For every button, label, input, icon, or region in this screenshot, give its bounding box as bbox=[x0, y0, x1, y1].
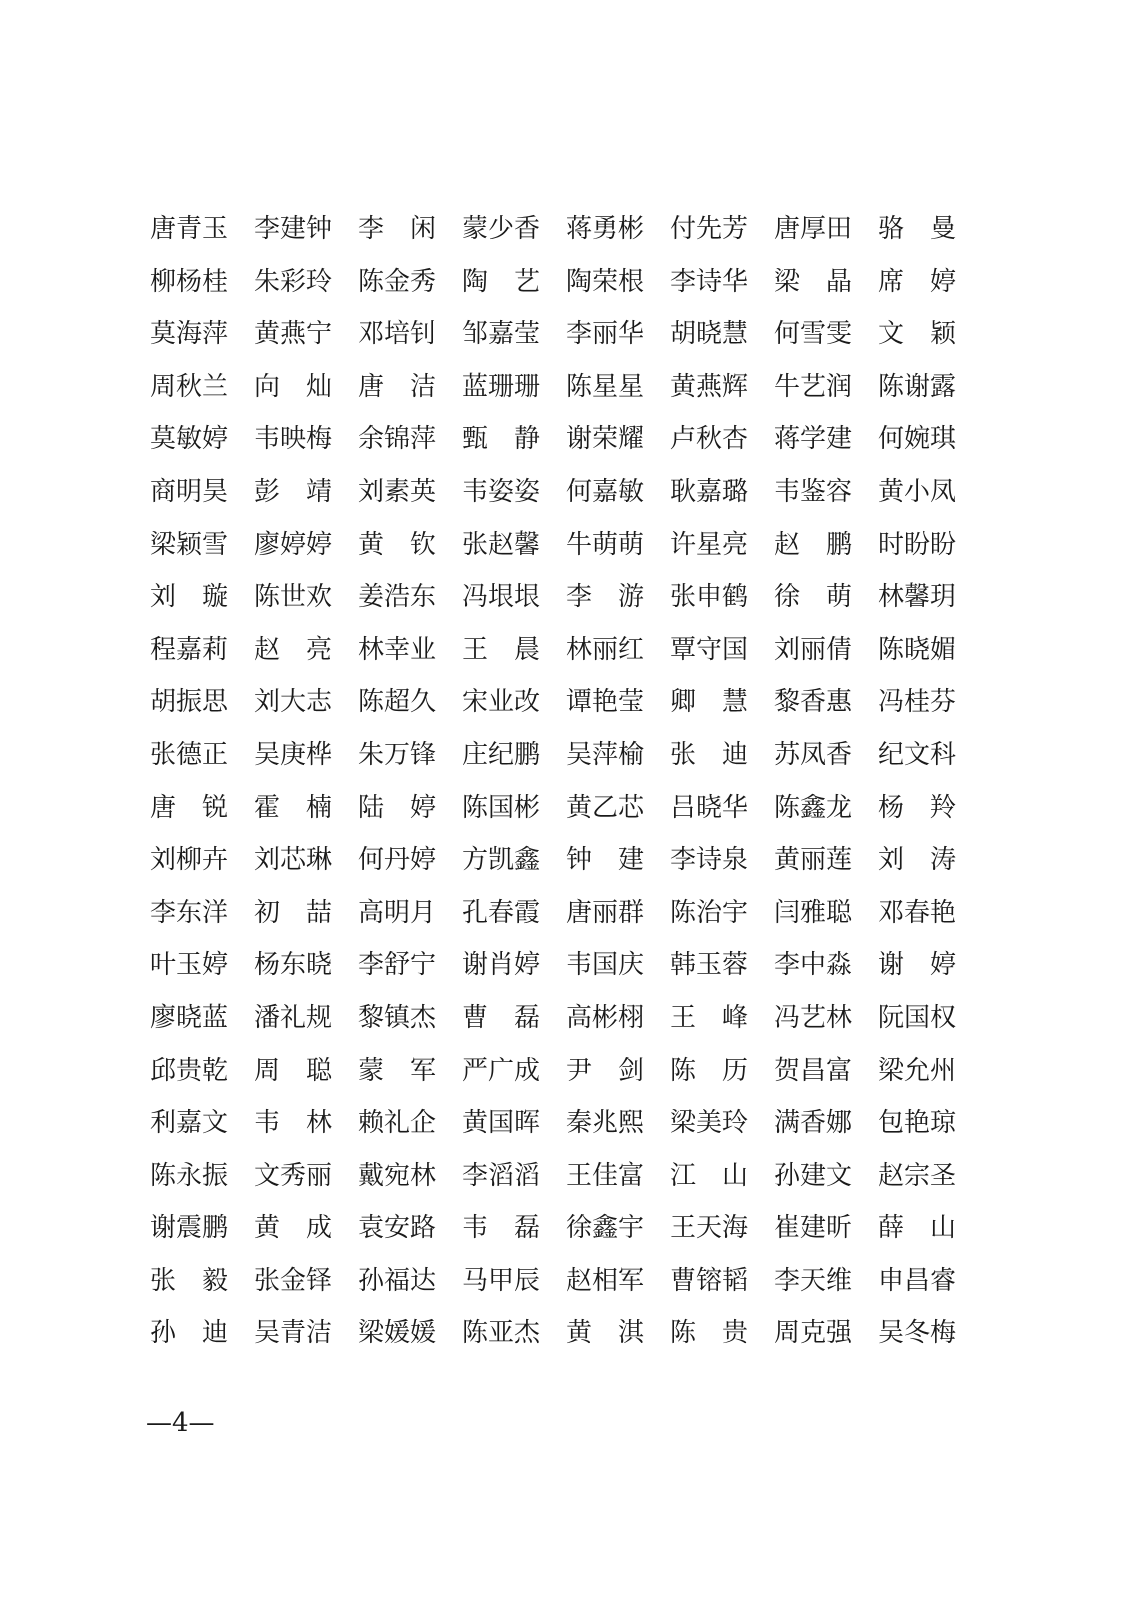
person-name: 陶 艺 bbox=[462, 266, 540, 297]
person-name: 莫敏婷 bbox=[150, 424, 229, 455]
person-name: 冯桂芬 bbox=[878, 687, 957, 718]
person-name: 梁 晶 bbox=[774, 266, 852, 297]
person-name: 李东洋 bbox=[150, 897, 229, 928]
person-name: 孔春霞 bbox=[462, 897, 541, 928]
person-name: 谢荣耀 bbox=[566, 424, 645, 455]
person-name: 冯艺林 bbox=[774, 1002, 853, 1033]
person-name: 初 喆 bbox=[254, 897, 332, 928]
person-name: 程嘉莉 bbox=[150, 634, 229, 665]
person-name: 李天维 bbox=[774, 1265, 853, 1296]
person-name: 牛萌萌 bbox=[566, 529, 645, 560]
person-name: 席 婷 bbox=[878, 266, 956, 297]
person-name: 江 山 bbox=[670, 1160, 748, 1191]
person-name: 陈国彬 bbox=[462, 792, 541, 823]
person-name: 向 灿 bbox=[254, 371, 332, 402]
person-name: 邓春艳 bbox=[878, 897, 957, 928]
person-name: 张德正 bbox=[150, 739, 229, 770]
person-name: 纪文科 bbox=[878, 739, 957, 770]
person-name: 蒋学建 bbox=[774, 424, 853, 455]
person-name: 林馨玥 bbox=[878, 582, 957, 613]
person-name: 赵相军 bbox=[566, 1265, 645, 1296]
person-name: 杨 羚 bbox=[878, 792, 956, 823]
person-name: 张 迪 bbox=[670, 739, 748, 770]
person-name: 韦国庆 bbox=[566, 950, 645, 981]
person-name: 蒙 军 bbox=[358, 1055, 436, 1086]
person-name: 刘大志 bbox=[254, 687, 333, 718]
person-name: 闫雅聪 bbox=[774, 897, 853, 928]
person-name: 宋业改 bbox=[462, 687, 541, 718]
person-name: 陈超久 bbox=[358, 687, 437, 718]
person-name: 莫海萍 bbox=[150, 319, 229, 350]
person-name: 李建钟 bbox=[254, 214, 333, 244]
person-name: 黎香惠 bbox=[774, 687, 853, 718]
name-list bbox=[150, 206, 962, 1363]
person-name: 李诗华 bbox=[670, 266, 749, 297]
person-name: 陈星星 bbox=[566, 371, 645, 402]
person-name: 刘芯琳 bbox=[254, 845, 333, 876]
person-name: 李诗泉 bbox=[670, 845, 749, 876]
person-name: 许星亮 bbox=[670, 529, 749, 560]
person-name: 梁媛媛 bbox=[358, 1318, 437, 1349]
person-name: 骆 曼 bbox=[878, 214, 956, 244]
person-name: 吴萍榆 bbox=[566, 739, 645, 770]
person-name: 唐 锐 bbox=[150, 792, 228, 823]
person-name: 刘柳卉 bbox=[150, 845, 229, 876]
person-name: 彭 靖 bbox=[254, 476, 332, 507]
person-name: 文秀丽 bbox=[254, 1160, 333, 1191]
person-name: 甄 静 bbox=[462, 424, 540, 455]
person-name: 林幸业 bbox=[358, 634, 437, 665]
person-name: 曹镕韬 bbox=[670, 1265, 749, 1296]
person-name: 庄纪鹏 bbox=[462, 739, 541, 770]
person-name: 韩玉蓉 bbox=[670, 950, 749, 981]
person-name: 唐 洁 bbox=[358, 371, 436, 402]
person-name: 覃守国 bbox=[670, 634, 749, 665]
person-name: 何雪雯 bbox=[774, 319, 853, 350]
person-name: 卢秋杏 bbox=[670, 424, 749, 455]
person-name: 梁允州 bbox=[878, 1055, 957, 1086]
person-name: 贺昌富 bbox=[774, 1055, 853, 1086]
person-name: 陈 贵 bbox=[670, 1318, 748, 1349]
person-name: 方凯鑫 bbox=[462, 845, 541, 876]
person-name: 谢肖婷 bbox=[462, 950, 541, 981]
person-name: 陈世欢 bbox=[254, 582, 333, 613]
person-name: 曹 磊 bbox=[462, 1002, 540, 1033]
person-name: 薛 山 bbox=[878, 1213, 956, 1244]
person-name: 马甲辰 bbox=[462, 1265, 541, 1296]
person-name: 叶玉婷 bbox=[150, 950, 229, 981]
person-name: 李丽华 bbox=[566, 319, 645, 350]
person-name: 钟 建 bbox=[566, 845, 644, 876]
person-name: 张申鹤 bbox=[670, 582, 749, 613]
person-name: 申昌睿 bbox=[878, 1265, 957, 1296]
person-name: 赵 鹏 bbox=[774, 529, 852, 560]
person-name: 陈永振 bbox=[150, 1160, 229, 1191]
person-name: 阮国权 bbox=[878, 1002, 957, 1033]
person-name: 张金铎 bbox=[254, 1265, 333, 1296]
person-name: 刘丽倩 bbox=[774, 634, 853, 665]
person-name: 刘 涛 bbox=[878, 845, 956, 876]
person-name: 满香娜 bbox=[774, 1108, 853, 1139]
person-name: 吴庚桦 bbox=[254, 739, 333, 770]
person-name: 耿嘉璐 bbox=[670, 476, 749, 507]
person-name: 周克强 bbox=[774, 1318, 853, 1349]
person-name: 卿 慧 bbox=[670, 687, 748, 718]
person-name: 唐厚田 bbox=[774, 214, 853, 244]
person-name: 黄 成 bbox=[254, 1213, 332, 1244]
person-name: 孙建文 bbox=[774, 1160, 853, 1191]
person-name: 邱贵乾 bbox=[150, 1055, 229, 1086]
person-name: 李舒宁 bbox=[358, 950, 437, 981]
person-name: 赵 亮 bbox=[254, 634, 332, 665]
person-name: 韦姿姿 bbox=[462, 476, 541, 507]
person-name: 柳杨桂 bbox=[150, 266, 229, 297]
person-name: 黄国晖 bbox=[462, 1108, 541, 1139]
person-name: 张 毅 bbox=[150, 1265, 228, 1296]
person-name: 陈晓媚 bbox=[878, 634, 957, 665]
person-name: 蒙少香 bbox=[462, 214, 541, 244]
person-name: 孙福达 bbox=[358, 1265, 437, 1296]
person-name: 吕晓华 bbox=[670, 792, 749, 823]
person-name: 唐青玉 bbox=[150, 214, 229, 244]
person-name: 唐丽群 bbox=[566, 897, 645, 928]
person-name: 徐鑫宇 bbox=[566, 1213, 645, 1244]
person-name: 袁安路 bbox=[358, 1213, 437, 1244]
person-name: 姜浩东 bbox=[358, 582, 437, 613]
person-name: 周 聪 bbox=[254, 1055, 332, 1086]
person-name: 黄 钦 bbox=[358, 529, 436, 560]
person-name: 黄小凤 bbox=[878, 476, 957, 507]
person-name: 利嘉文 bbox=[150, 1108, 229, 1139]
person-name: 尹 剑 bbox=[566, 1055, 644, 1086]
person-name: 黄丽莲 bbox=[774, 845, 853, 876]
person-name: 王佳富 bbox=[566, 1160, 645, 1191]
person-name: 何丹婷 bbox=[358, 845, 437, 876]
person-name: 陶荣根 bbox=[566, 266, 645, 297]
person-name: 黎镇杰 bbox=[358, 1002, 437, 1033]
person-name: 陈亚杰 bbox=[462, 1318, 541, 1349]
person-name: 文 颖 bbox=[878, 319, 956, 350]
person-name: 李 闲 bbox=[358, 214, 436, 244]
person-name: 蒋勇彬 bbox=[566, 214, 645, 244]
person-name: 谭艳莹 bbox=[566, 687, 645, 718]
person-name: 张赵馨 bbox=[462, 529, 541, 560]
person-name: 付先芳 bbox=[670, 214, 749, 244]
person-name: 何嘉敏 bbox=[566, 476, 645, 507]
person-name: 何婉琪 bbox=[878, 424, 957, 455]
person-name: 梁美玲 bbox=[670, 1108, 749, 1139]
person-name: 韦 林 bbox=[254, 1108, 332, 1139]
person-name: 崔建昕 bbox=[774, 1213, 853, 1244]
person-name: 李中淼 bbox=[774, 950, 853, 981]
person-name: 秦兆熙 bbox=[566, 1108, 645, 1139]
person-name: 韦鉴容 bbox=[774, 476, 853, 507]
person-name: 黄燕宁 bbox=[254, 319, 333, 350]
person-name: 黄燕辉 bbox=[670, 371, 749, 402]
person-name: 周秋兰 bbox=[150, 371, 229, 402]
person-name: 黄乙芯 bbox=[566, 792, 645, 823]
person-name: 陈谢露 bbox=[878, 371, 957, 402]
person-name: 徐 萌 bbox=[774, 582, 852, 613]
person-name: 梁颖雪 bbox=[150, 529, 229, 560]
person-name: 孙 迪 bbox=[150, 1318, 228, 1349]
person-name: 严广成 bbox=[462, 1055, 541, 1086]
person-name: 霍 楠 bbox=[254, 792, 332, 823]
person-name: 谢震鹏 bbox=[150, 1213, 229, 1244]
person-name: 余锦萍 bbox=[358, 424, 437, 455]
person-name: 王 峰 bbox=[670, 1002, 748, 1033]
person-name: 赵宗圣 bbox=[878, 1160, 957, 1191]
person-name: 黄 淇 bbox=[566, 1318, 644, 1349]
person-name: 高明月 bbox=[358, 897, 437, 928]
person-name: 邓培钊 bbox=[358, 319, 437, 350]
person-name: 时盼盼 bbox=[878, 529, 957, 560]
person-name: 李 游 bbox=[566, 582, 644, 613]
person-name: 赖礼企 bbox=[358, 1108, 437, 1139]
person-name: 谢 婷 bbox=[878, 950, 956, 981]
person-name: 吴青洁 bbox=[254, 1318, 333, 1349]
person-name: 陆 婷 bbox=[358, 792, 436, 823]
person-name: 韦映梅 bbox=[254, 424, 333, 455]
person-name: 潘礼规 bbox=[254, 1002, 333, 1033]
person-name: 韦 磊 bbox=[462, 1213, 540, 1244]
person-name: 廖婷婷 bbox=[254, 529, 333, 560]
person-name: 刘 璇 bbox=[150, 582, 228, 613]
person-name: 高彬栩 bbox=[566, 1002, 645, 1033]
person-name: 胡振思 bbox=[150, 687, 229, 718]
person-name: 朱万锋 bbox=[358, 739, 437, 770]
person-name: 李滔滔 bbox=[462, 1160, 541, 1191]
person-name: 陈 历 bbox=[670, 1055, 748, 1086]
person-name: 王天海 bbox=[670, 1213, 749, 1244]
person-name: 陈金秀 bbox=[358, 266, 437, 297]
person-name: 商明昊 bbox=[150, 476, 229, 507]
person-name: 林丽红 bbox=[566, 634, 645, 665]
person-name: 陈鑫龙 bbox=[774, 792, 853, 823]
page-number: —4— bbox=[146, 1408, 215, 1438]
person-name: 邹嘉莹 bbox=[462, 319, 541, 350]
person-name: 陈治宇 bbox=[670, 897, 749, 928]
person-name: 王 晨 bbox=[462, 634, 540, 665]
person-name: 冯垠垠 bbox=[462, 582, 541, 613]
person-name: 苏凤香 bbox=[774, 739, 853, 770]
person-name: 牛艺润 bbox=[774, 371, 853, 402]
person-name: 包艳琼 bbox=[878, 1108, 957, 1139]
person-name: 杨东晓 bbox=[254, 950, 333, 981]
person-name: 廖晓蓝 bbox=[150, 1002, 229, 1033]
person-name: 吴冬梅 bbox=[878, 1318, 957, 1349]
person-name: 朱彩玲 bbox=[254, 266, 333, 297]
person-name: 戴宛林 bbox=[358, 1160, 437, 1191]
person-name: 蓝珊珊 bbox=[462, 371, 541, 402]
person-name: 胡晓慧 bbox=[670, 319, 749, 350]
person-name: 刘素英 bbox=[358, 476, 437, 507]
